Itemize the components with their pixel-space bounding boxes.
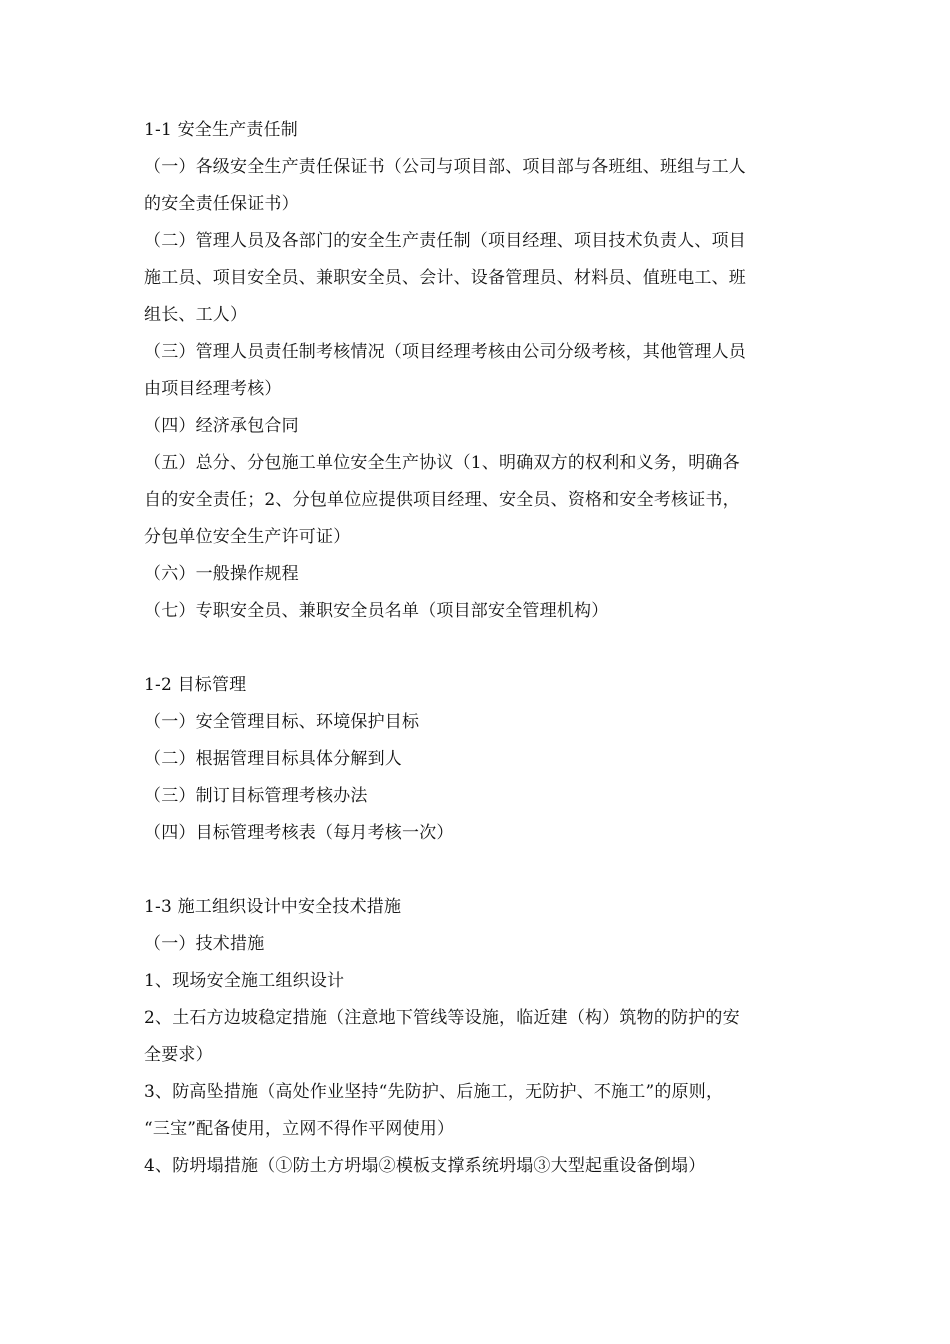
paragraph-line: 全要求） (144, 1045, 213, 1065)
paragraph-line: （二）根据管理目标具体分解到人 (144, 749, 402, 769)
paragraph-line: 自的安全责任；2、分包单位应提供项目经理、安全员、资格和安全考核证书， (144, 490, 740, 510)
paragraph-line: 的安全责任保证书） (144, 194, 299, 214)
section-target-management (144, 667, 810, 852)
paragraph-line: （六）一般操作规程 (144, 564, 299, 584)
section-heading: 1-1 安全生产责任制 (144, 120, 298, 140)
paragraph-line: （七）专职安全员、兼职安全员名单（项目部安全管理机构） (144, 601, 609, 621)
paragraph-line: 4、防坍塌措施（①防土方坍塌②模板支撑系统坍塌③大型起重设备倒塌） (144, 1156, 706, 1176)
paragraph-line: （一）技术措施 (144, 934, 265, 954)
section-heading: 1-2 目标管理 (144, 675, 247, 695)
paragraph-line: （五）总分、分包施工单位安全生产协议（1、明确双方的权利和义务，明确各 (144, 453, 740, 473)
paragraph-line: “三宝”配备使用，立网不得作平网使用） (144, 1119, 455, 1139)
paragraph-line: 施工员、项目安全员、兼职安全员、会计、设备管理员、材料员、值班电工、班 (144, 268, 746, 288)
paragraph-line: （二）管理人员及各部门的安全生产责任制（项目经理、项目技术负责人、项目 (144, 231, 746, 251)
paragraph-line: 分包单位安全生产许可证） (144, 527, 351, 547)
paragraph-line: （三）制订目标管理考核办法 (144, 786, 368, 806)
section-safety-technical-measures (144, 889, 810, 1185)
paragraph-line: （一）安全管理目标、环境保护目标 (144, 712, 420, 732)
paragraph-line: （一）各级安全生产责任保证书（公司与项目部、项目部与各班组、班组与工人 (144, 157, 746, 177)
paragraph-line: 3、防高坠措施（高处作业坚持“先防护、后施工，无防护、不施工”的原则， (144, 1082, 724, 1102)
paragraph-line: （三）管理人员责任制考核情况（项目经理考核由公司分级考核，其他管理人员 (144, 342, 746, 362)
paragraph-line: （四）目标管理考核表（每月考核一次） (144, 823, 454, 843)
section-safety-responsibility (144, 112, 810, 630)
paragraph-line: （四）经济承包合同 (144, 416, 299, 436)
section-heading: 1-3 施工组织设计中安全技术措施 (144, 897, 402, 917)
paragraph-line: 组长、工人） (144, 305, 248, 325)
paragraph-line: 由项目经理考核） (144, 379, 282, 399)
paragraph-line: 2、土石方边坡稳定措施（注意地下管线等设施，临近建（构）筑物的防护的安 (144, 1008, 740, 1028)
paragraph-line: 1、现场安全施工组织设计 (144, 971, 345, 991)
document-page (144, 112, 810, 1222)
